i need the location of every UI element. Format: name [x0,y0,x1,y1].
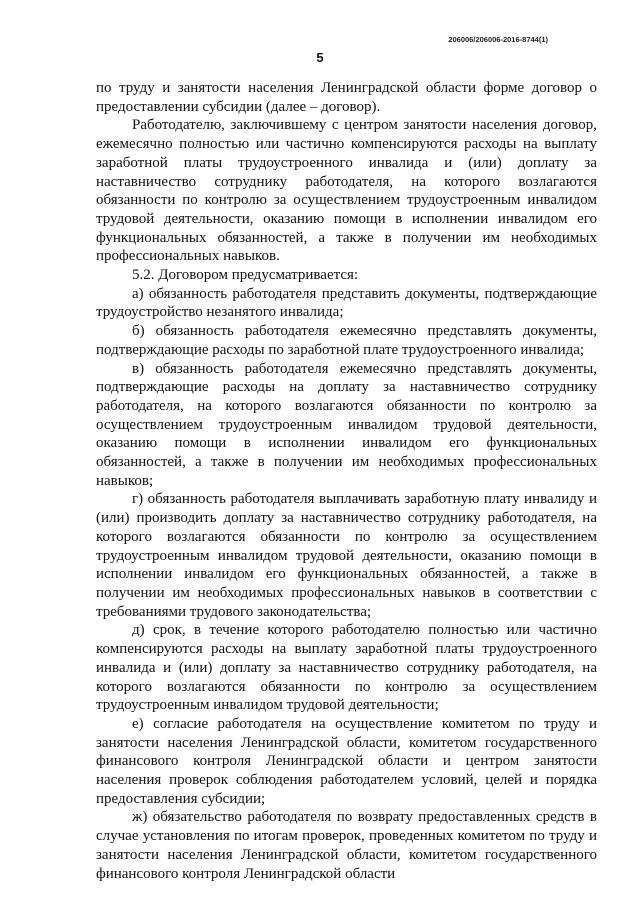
document-body [96,79,597,883]
document-id: 206006/206006-2016-8744(1) [448,35,548,44]
list-item: а) обязанность работодателя представить документы, подтверждающие трудоустройство незанятого инвалида; [96,285,597,321]
paragraph: Работодателю, заключившему с центром занятости населения договор, ежемесячно полностью или частично компенсируются расходы на выплату заработной платы трудоустроенного инвалида и (или) доплату за наставничество сотруднику работодателя, на которого возлагаются обязанности по контролю за осуществлением трудоустроенным инвалидом трудовой деятельности, оказанию помощи в исполнении инвалидом его функциональных обязанностей, а также в получении им необходимых профессиональных навыков. [96,117,597,265]
page-number: 5 [316,50,324,65]
section-heading: 5.2. Договором предусматривается: [132,267,359,284]
list-item: е) согласие работодателя на осуществление комитетом по труду и занятости населения Ленинградской области, комитетом государственного финансового контроля Ленинградской области и центром занятости населения проверок соблюдения работодателем условий, целей и порядка предоставления субсидии; [96,715,597,807]
list-item: в) обязанность работодателя ежемесячно представлять документы, подтверждающие расходы на доплату за наставничество сотруднику работодателя, на которого возлагаются обязанности по контролю за осуществлением трудоустроенным инвалидом трудовой деятельности, оказанию помощи в исполнении инвалидом его функциональных обязанностей, а также в получении им необходимых профессиональных навыков; [96,360,597,489]
list-item: ж) обязательство работодателя по возврату предоставленных средств в случае установления по итогам проверок, проведенных комитетом по труду и занятости населения Ленинградской области, комитетом государственного финансового контроля Ленинградской области [96,809,597,882]
list-item: б) обязанность работодателя ежемесячно представлять документы, подтверждающие расходы по заработной плате трудоустроенного инвалида; [96,323,597,358]
list-item: д) срок, в течение которого работодателю полностью или частично компенсируются расходы на выплату заработной платы трудоустроенного инвалида и (или) доплату за наставничество сотруднику работодателя, на которого возлагаются обязанности по контролю за осуществлением трудоустроенным инвалидом трудовой деятельности; [96,622,597,714]
paragraph: по труду и занятости населения Ленинградской области форме договор о предоставлении субсидии (далее – договор). [96,80,597,115]
list-item: г) обязанность работодателя выплачивать заработную плату инвалиду и (или) производить доплату за наставничество сотруднику работодателя, на которого возлагаются обязанности по контролю за осуществлением трудоустроенным инвалидом трудовой деятельности, оказанию помощи в исполнении инвалидом его функциональных обязанностей, а также в получении им необходимых профессиональных навыков в соответствии с требованиями трудового законодательства; [96,491,597,620]
